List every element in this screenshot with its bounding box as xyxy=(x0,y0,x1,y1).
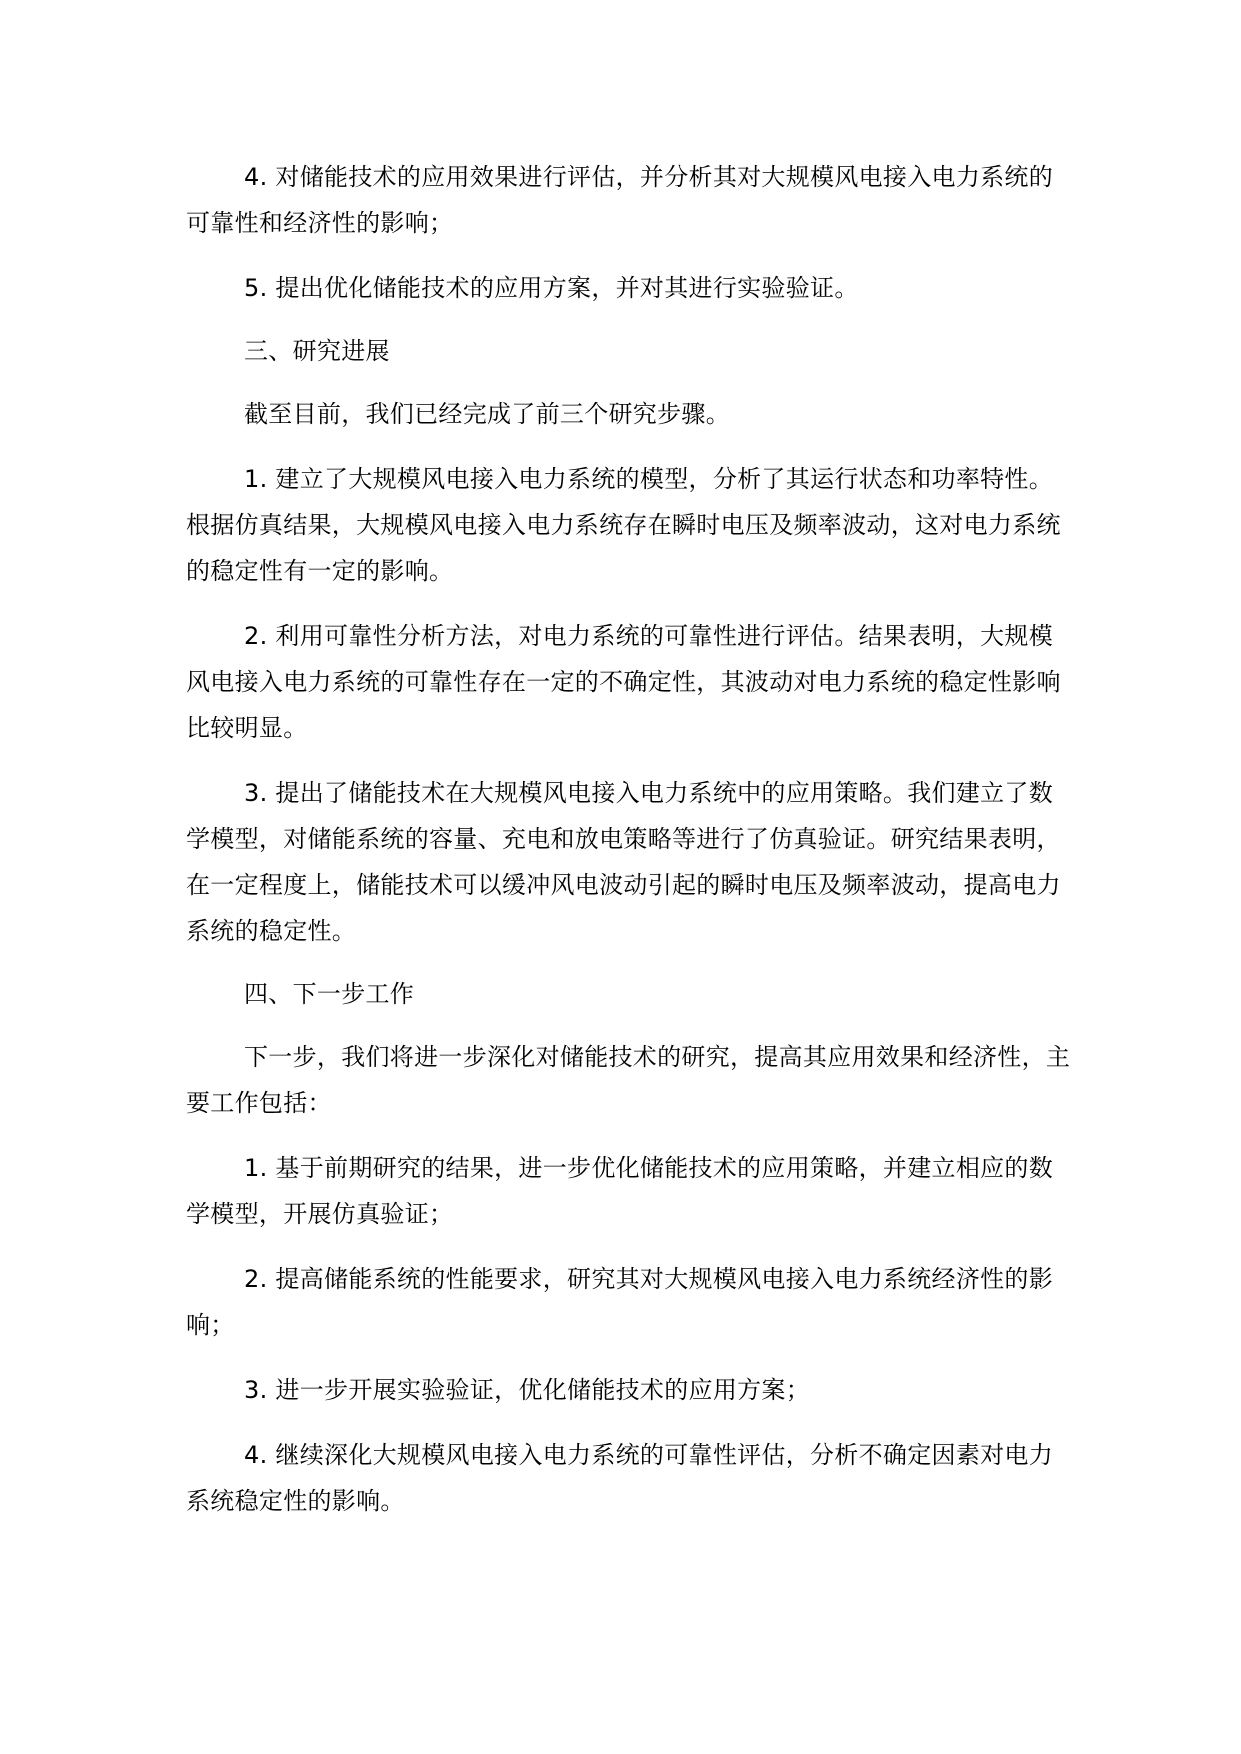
next-steps-intro: 下一步，我们将进一步深化对储能技术的研究，提高其应用效果和经济性，主要工作包括： xyxy=(186,1043,1071,1117)
progress-item-2-reliability: 2. 利用可靠性分析方法，对电力系统的可靠性进行评估。结果表明，大规模风电接入电力系统的可靠性存在一定的不确定性，其波动对电力系统的稳定性影响比较明显。 xyxy=(186,622,1061,742)
section-heading-research-progress: 三、研究进展 xyxy=(244,337,390,365)
next-item-2-performance: 2. 提高储能系统的性能要求，研究其对大规模风电接入电力系统经济性的影响； xyxy=(186,1265,1054,1339)
progress-item-3-strategy: 3. 提出了储能技术在大规模风电接入电力系统中的应用策略。我们建立了数学模型，对储能系统的容量、充电和放电策略等进行了仿真验证。研究结果表明，在一定程度上，储能技术可以缓冲风电波动引起的瞬时电压及频率波动，提高电力系统的稳定性。 xyxy=(186,779,1061,945)
progress-item-1-model: 1. 建立了大规模风电接入电力系统的模型，分析了其运行状态和功率特性。根据仿真结果，大规模风电接入电力系统存在瞬时电压及频率波动，这对电力系统的稳定性有一定的影响。 xyxy=(186,465,1061,585)
document-body xyxy=(186,154,1076,1524)
progress-intro: 截至目前，我们已经完成了前三个研究步骤。 xyxy=(244,400,730,428)
list-item-4-evaluate-effect: 4. 对储能技术的应用效果进行评估，并分析其对大规模风电接入电力系统的可靠性和经济性的影响； xyxy=(186,163,1054,237)
next-item-1-optimize: 1. 基于前期研究的结果，进一步优化储能技术的应用策略，并建立相应的数学模型，开展仿真验证； xyxy=(186,1154,1054,1228)
list-item-5-propose-scheme: 5. 提出优化储能技术的应用方案，并对其进行实验验证。 xyxy=(244,274,859,302)
section-heading-next-steps: 四、下一步工作 xyxy=(244,980,415,1008)
next-item-3-experiment: 3. 进一步开展实验验证，优化储能技术的应用方案； xyxy=(244,1376,811,1404)
next-item-4-reliability: 4. 继续深化大规模风电接入电力系统的可靠性评估，分析不确定因素对电力系统稳定性的影响。 xyxy=(186,1441,1054,1515)
